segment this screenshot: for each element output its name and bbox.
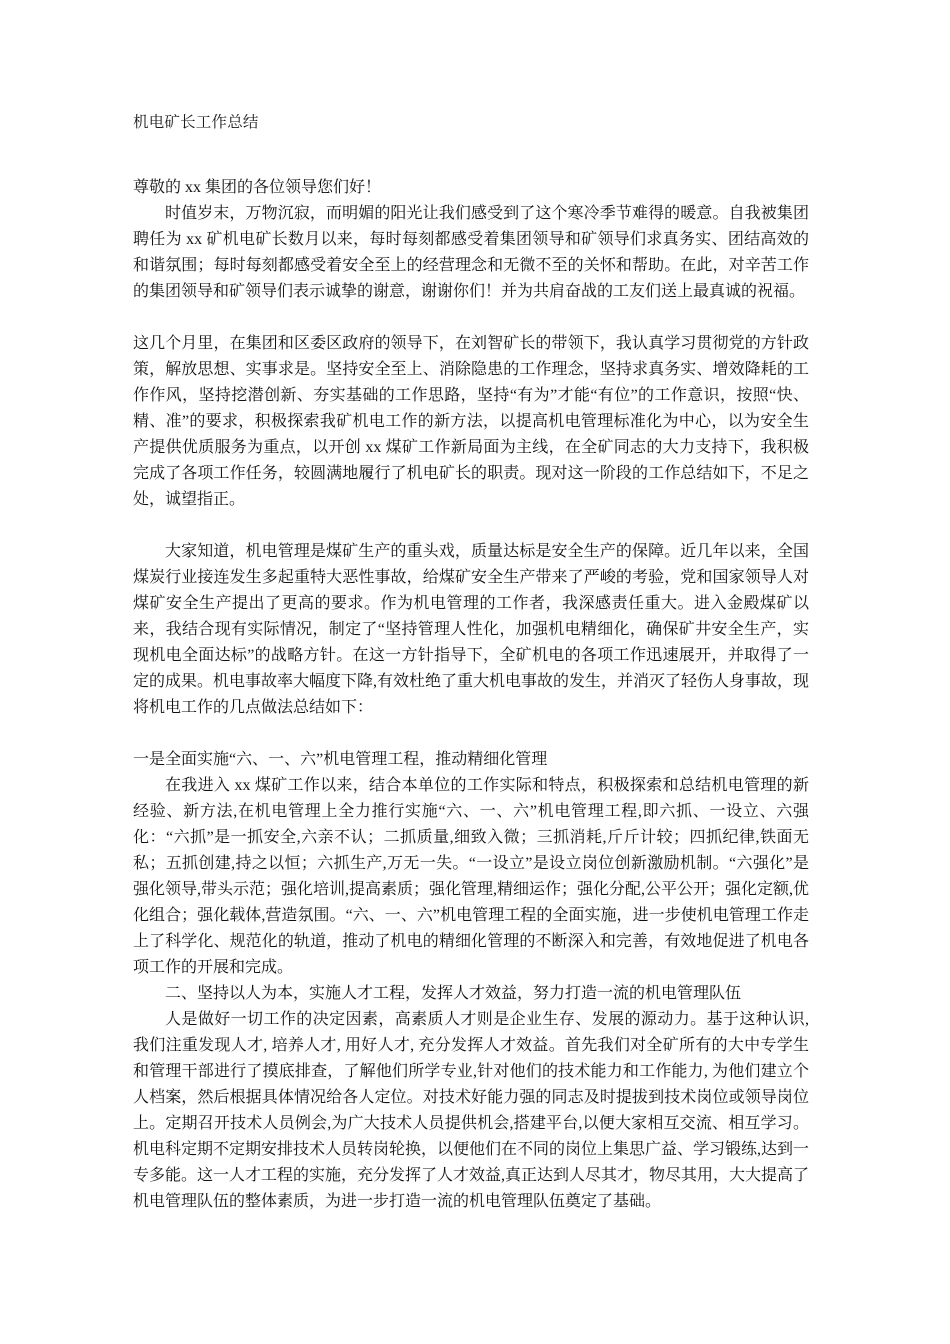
opening-paragraph: 时值岁末，万物沉寂，而明媚的阳光让我们感受到了这个寒冷季节难得的暖意。自我被集团聘任为 xx 矿机电矿长数月以来，每时每刻都感受着集团领导和矿领导们求真务实、团结高效的和谐氛围；每时每刻都感受着安全至上的经营理念和无微不至的关怀和帮助。在此，对辛苦工作的集团领导和矿领导们表示诚挚的谢意，谢谢你们！并为共肩奋战的工友们送上最真诚的祝福。 (133, 205, 809, 300)
title-spacer (133, 136, 809, 162)
paragraph-spacer-2 (133, 513, 809, 539)
page-title: 机电矿长工作总结 (133, 114, 259, 131)
title-spacer-extra (133, 162, 809, 175)
salutation-paragraph: 尊敬的 xx 集团的各位领导您们好！ (133, 179, 382, 196)
document-body (133, 110, 809, 1215)
background-paragraph: 大家知道，机电管理是煤矿生产的重头戏，质量达标是安全生产的保障。近几年以来，全国煤炭行业接连发生多起重特大恶性事故，给煤矿安全生产带来了严峻的考验，党和国家领导人对煤矿安全生产提出了更高的要求。作为机电管理的工作者，我深感责任重大。进入金殿煤矿以来，我结合现有实际情况，制定了“坚持管理人性化，加强机电精细化，确保矿井安全生产，实现机电全面达标”的战略方针。在这一方针指导下，全矿机电的各项工作迅速展开，并取得了一定的成果。机电事故率大幅度下降,有效杜绝了重大机电事故的发生，并消灭了轻伤人身事故，现将机电工作的几点做法总结如下： (133, 543, 810, 716)
section-one-body: 在我进入 xx 煤矿工作以来，结合本单位的工作实际和特点，积极探索和总结机电管理的新经验、新方法,在机电管理上全力推行实施“六、一、六”机电管理工程,即六抓、一设立、六强化：“六抓”是一抓安全,六亲不认；二抓质量,细致入微；三抓消耗,斤斤计较；四抓纪律,铁面无私；五抓创建,持之以恒；六抓生产,万无一失。“一设立”是设立岗位创新激励机制。“六强化”是强化领导,带头示范；强化培训,提高素质；强化管理,精细运作；强化分配,公平公开；强化定额,优化组合；强化载体,营造氛围。“六、一、六”机电管理工程的全面实施，进一步使机电管理工作走上了科学化、规范化的轨道，推动了机电的精细化管理的不断深入和完善，有效地促进了机电各项工作的开展和完成。 (133, 777, 810, 976)
paragraph-spacer-3 (133, 721, 809, 747)
section-one-heading: 一是全面实施“六、一、六”机电管理工程，推动精细化管理 (133, 751, 548, 768)
overview-paragraph: 这几个月里，在集团和区委区政府的领导下，在刘智矿长的带领下，我认真学习贯彻党的方针政策，解放思想、实事求是。坚持安全至上、消除隐患的工作理念，坚持求真务实、增效降耗的工作作风，坚持挖潜创新、夯实基础的工作思路，坚持“有为”才能“有位”的工作意识，按照“快、精、准”的要求，积极探索我矿机电工作的新方法，以提高机电管理标准化为中心，以为安全生产提供优质服务为重点，以开创 xx 煤矿工作新局面为主线，在全矿同志的大力支持下，我积极完成了各项工作任务，较圆满地履行了机电矿长的职责。现对这一阶段的工作总结如下，不足之处，诚望指正。 (133, 335, 809, 508)
section-two-heading: 二、坚持以人为本，实施人才工程，发挥人才效益，努力打造一流的机电管理队伍 (165, 985, 742, 1002)
section-two-body: 人是做好一切工作的决定因素，高素质人才则是企业生存、发展的源动力。基于这种认识, 我们注重发现人才, 培养人才, 用好人才, 充分发挥人才效益。首先我们对全矿所有的大中专学生和管理干部进行了摸底排查，了解他们所学专业,针对他们的技术能力和工作能力, 为他们建立个人档案，然后根据具体情况给各人定位。对技术好能力强的同志及时提拔到技术岗位或领导岗位上。定期召开技术人员例会,为广大技术人员提供机会,搭建平台,以便大家相互交流、相互学习。机电科定期不定期安排技术人员转岗轮换，以便他们在不同的岗位上集思广益、学习锻练,达到一专多能。这一人才工程的实施，充分发挥了人才效益,真正达到人尽其才，物尽其用，大大提高了机电管理队伍的整体素质，为进一步打造一流的机电管理队伍奠定了基础。 (133, 1011, 810, 1210)
paragraph-spacer-1 (133, 305, 809, 331)
